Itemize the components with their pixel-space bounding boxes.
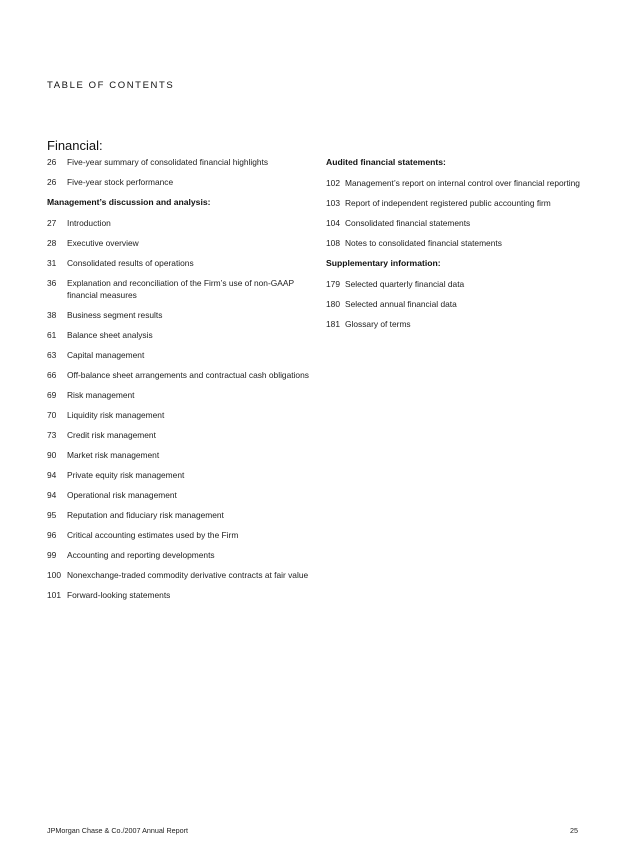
toc-entry-page: 104	[326, 218, 340, 228]
toc-entry-page: 27	[47, 218, 57, 228]
toc-entry-text: Five-year summary of consolidated financial highlights	[67, 157, 269, 167]
mda-heading: Management’s discussion and analysis:	[47, 197, 211, 207]
toc-entry-text: Forward-looking statements	[67, 590, 171, 600]
toc-entry-text: Notes to consolidated financial statements	[345, 238, 502, 248]
toc-entry-text: Off-balance sheet arrangements and contractual cash obligations	[67, 370, 309, 380]
toc-entry-page: 26	[47, 157, 57, 167]
toc-entry-page: 28	[47, 238, 57, 248]
toc-entry	[47, 329, 317, 341]
top-entries	[47, 156, 317, 188]
toc-entry	[47, 469, 317, 481]
toc-entry-text: Five-year stock performance	[67, 177, 174, 187]
toc-entry	[326, 278, 596, 290]
toc-entry-page: 36	[47, 278, 57, 288]
toc-entry	[326, 217, 596, 229]
toc-entry-page: 102	[326, 178, 340, 188]
toc-entry-text: Credit risk management	[67, 430, 156, 440]
toc-entry-page: 69	[47, 390, 57, 400]
toc-entry-text: Balance sheet analysis	[67, 330, 153, 340]
toc-entry	[47, 489, 317, 501]
toc-entry-text: Consolidated financial statements	[345, 218, 471, 228]
toc-entry	[47, 309, 317, 321]
toc-entry-text: Consolidated results of operations	[67, 258, 194, 268]
toc-entry-text: Management’s report on internal control over financial reporting	[345, 178, 580, 188]
toc-entry	[47, 257, 317, 269]
toc-entry-text: Reputation and fiduciary risk management	[67, 510, 224, 520]
toc-entry-text: Critical accounting estimates used by the Firm	[67, 530, 239, 540]
toc-entry-page: 31	[47, 258, 57, 268]
page-title: TABLE OF CONTENTS	[47, 80, 175, 91]
toc-entry	[47, 176, 317, 188]
toc-entry	[326, 298, 596, 310]
toc-entry-text: Executive overview	[67, 238, 139, 248]
right-column	[326, 156, 596, 338]
footer-page-number: 25	[570, 826, 578, 835]
toc-entry-text: Liquidity risk management	[67, 410, 165, 420]
toc-entry-text: Operational risk management	[67, 490, 177, 500]
toc-entry-text: Market risk management	[67, 450, 160, 460]
toc-entry	[47, 449, 317, 461]
toc-entry-page: 99	[47, 550, 57, 560]
toc-entry-text: Nonexchange-traded commodity derivative contracts at fair value	[67, 570, 309, 580]
toc-entry-text: Capital management	[67, 350, 145, 360]
toc-entry-page: 26	[47, 177, 57, 187]
toc-entry-text: Business segment results	[67, 310, 163, 320]
toc-entry-text: Accounting and reporting developments	[67, 550, 215, 560]
toc-entry	[47, 369, 317, 381]
toc-entry	[47, 529, 317, 541]
toc-entry-page: 66	[47, 370, 57, 380]
toc-entry	[47, 217, 317, 229]
toc-entry-page: 180	[326, 299, 340, 309]
section-title: Financial:	[47, 138, 103, 153]
toc-entry	[326, 197, 596, 209]
toc-entry-text: Report of independent registered public accounting firm	[345, 198, 551, 208]
toc-entry-page: 95	[47, 510, 57, 520]
toc-entry	[47, 589, 317, 601]
toc-entry-text: Private equity risk management	[67, 470, 185, 480]
toc-entry-page: 90	[47, 450, 57, 460]
toc-entry-page: 70	[47, 410, 57, 420]
toc-entry-page: 108	[326, 238, 340, 248]
toc-entry-page: 181	[326, 319, 340, 329]
toc-entry-text: Risk management	[67, 390, 135, 400]
toc-entry-page: 179	[326, 279, 340, 289]
toc-entry-page: 63	[47, 350, 57, 360]
toc-entry-page: 73	[47, 430, 57, 440]
toc-entry	[47, 277, 317, 301]
toc-entry	[326, 177, 596, 189]
toc-entry-page: 103	[326, 198, 340, 208]
mda-entries	[47, 217, 317, 601]
toc-entry-page: 96	[47, 530, 57, 540]
audited-heading: Audited financial statements:	[326, 157, 446, 167]
toc-entry	[47, 509, 317, 521]
toc-entry-text: Glossary of terms	[345, 319, 411, 329]
toc-entry	[47, 429, 317, 441]
toc-entry-text: Selected annual financial data	[345, 299, 457, 309]
toc-entry-page: 61	[47, 330, 57, 340]
left-column	[47, 156, 317, 609]
toc-entry	[326, 318, 596, 330]
toc-entry-page: 101	[47, 590, 61, 600]
supplementary-entries	[326, 278, 596, 330]
toc-entry-page: 94	[47, 490, 57, 500]
supplementary-heading: Supplementary information:	[326, 258, 441, 268]
toc-entry	[47, 237, 317, 249]
toc-entry	[47, 409, 317, 421]
toc-entry	[47, 156, 317, 168]
toc-entry-page: 94	[47, 470, 57, 480]
toc-entry-text: Selected quarterly financial data	[345, 279, 465, 289]
toc-entry	[47, 569, 317, 581]
footer-report-name: JPMorgan Chase & Co./2007 Annual Report	[47, 826, 189, 835]
audited-entries	[326, 177, 596, 249]
toc-entry-page: 100	[47, 570, 61, 580]
toc-entry-text: Explanation and reconciliation of the Firm’s use of non-GAAP financial measures	[67, 278, 294, 300]
toc-entry	[47, 549, 317, 561]
toc-entry	[47, 349, 317, 361]
toc-entry-page: 38	[47, 310, 57, 320]
toc-entry	[47, 389, 317, 401]
toc-entry-text: Introduction	[67, 218, 111, 228]
toc-entry	[326, 237, 596, 249]
